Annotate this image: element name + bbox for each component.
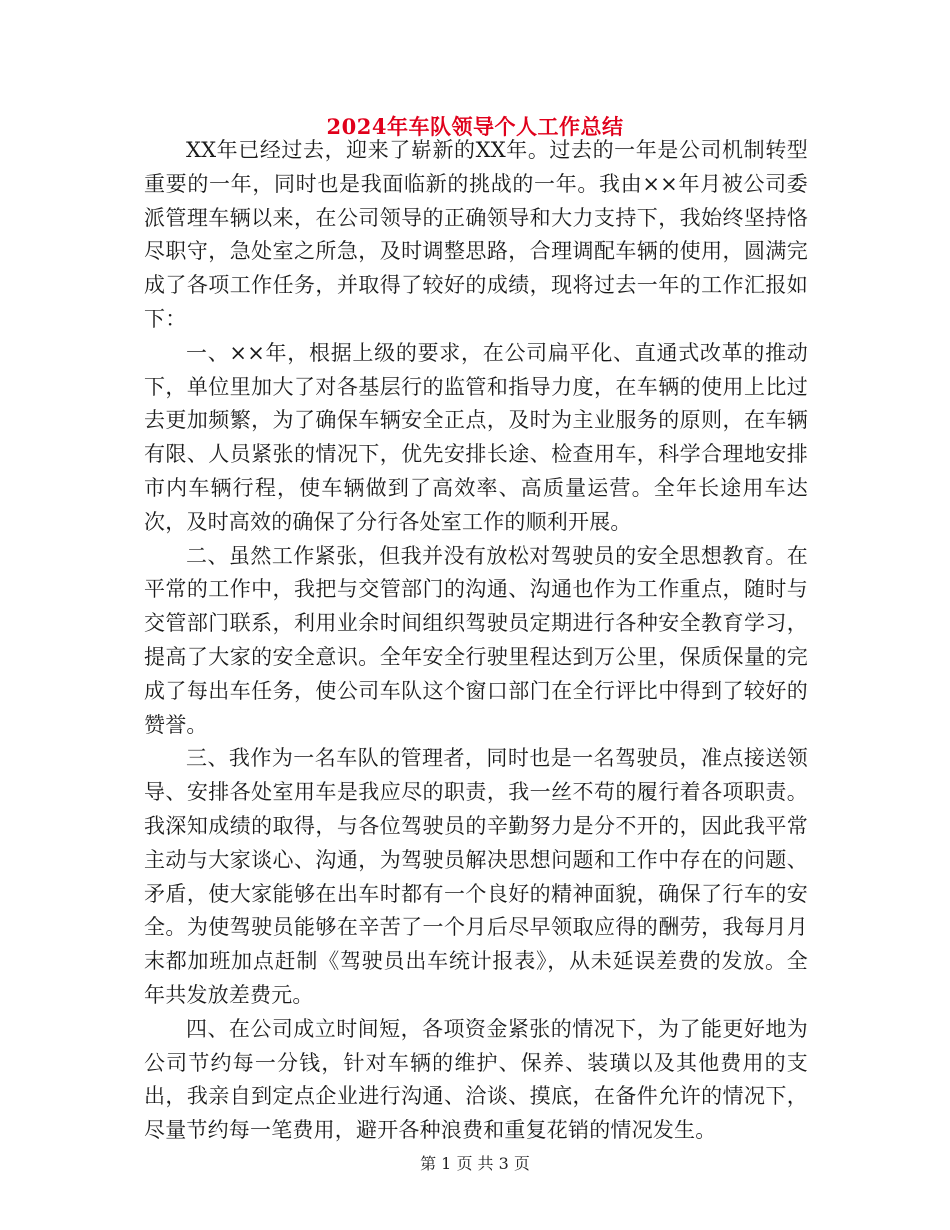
paragraph-intro: XX年已经过去，迎来了崭新的XX年。过去的一年是公司机制转型重要的一年，同时也是我面临新的挑战的一年。我由××年月被公司委派管理车辆以来，在公司领导的正确领导和大力支持下，我始终坚持恪尽职守，急处室之所急，及时调整思路，合理调配车辆的使用，圆满完成了各项工作任务，并取得了较好的成绩，现将过去一年的工作汇报如下： — [144, 138, 808, 331]
paragraph-section-3: 三、我作为一名车队的管理者，同时也是一名驾驶员，准点接送领导、安排各处室用车是我应尽的职责，我一丝不苟的履行着各项职责。我深知成绩的取得，与各位驾驶员的辛勤努力是分不开的，因此我平常主动与大家谈心、沟通，为驾驶员解决思想问题和工作中存在的问题、矛盾，使大家能够在出车时都有一个良好的精神面貌，确保了行车的安全。为使驾驶员能够在辛苦了一个月后尽早领取应得的酬劳，我每月月末都加班加点赶制《驾驶员出车统计报表》，从未延误差费的发放。全年共发放差费元。 — [144, 746, 808, 1007]
document-title: 2024年车队领导个人工作总结 — [326, 114, 624, 139]
document-body — [144, 134, 808, 1148]
page-footer: 第 1 页 共 3 页 — [420, 1154, 530, 1173]
paragraph-section-2: 二、虽然工作紧张，但我并没有放松对驾驶员的安全思想教育。在平常的工作中，我把与交管部门的沟通、沟通也作为工作重点，随时与交管部门联系，利用业余时间组织驾驶员定期进行各种安全教育学习，提高了大家的安全意识。全年安全行驶里程达到万公里，保质保量的完成了每出车任务，使公司车队这个窗口部门在全行评比中得到了较好的赞誉。 — [144, 543, 808, 737]
paragraph-section-4: 四、在公司成立时间短，各项资金紧张的情况下，为了能更好地为公司节约每一分钱，针对车辆的维护、保养、装璜以及其他费用的支出，我亲自到定点企业进行沟通、洽谈、摸底，在备件允许的情况下，尽量节约每一笔费用，避开各种浪费和重复花销的情况发生。 — [144, 1016, 808, 1143]
paragraph-section-1: 一、××年，根据上级的要求，在公司扁平化、直通式改革的推动下，单位里加大了对各基层行的监管和指导力度，在车辆的使用上比过去更加频繁，为了确保车辆安全正点，及时为主业服务的原则，在车辆有限、人员紧张的情况下，优先安排长途、检查用车，科学合理地安排市内车辆行程，使车辆做到了高效率、高质量运营。全年长途用车达次，及时高效的确保了分行各处室工作的顺利开展。 — [144, 340, 808, 534]
